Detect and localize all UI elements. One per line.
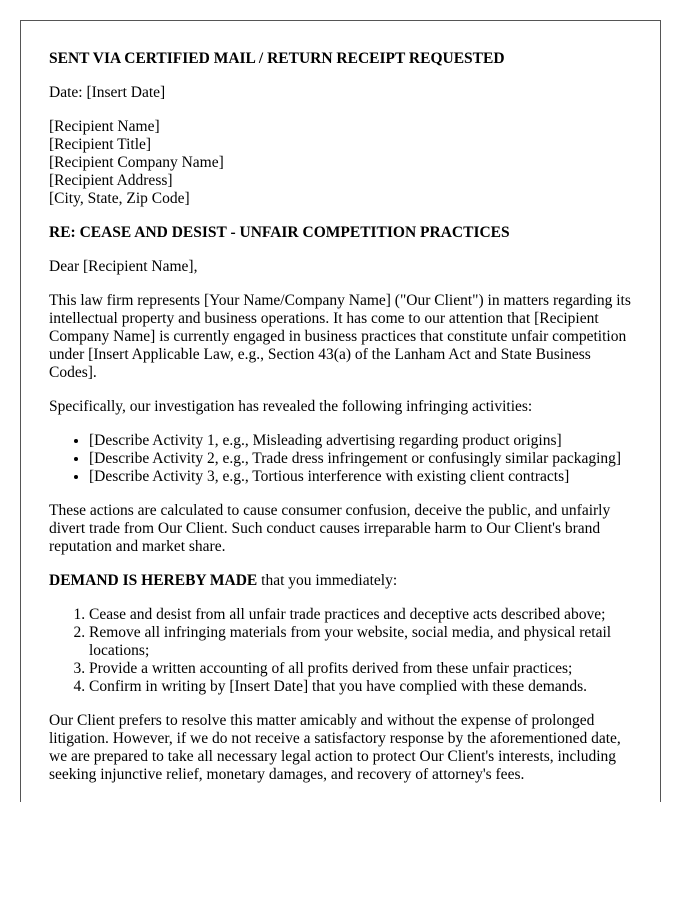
recipient-address-block bbox=[49, 118, 639, 208]
list-item: 2. Remove all infringing materials from your website, social media, and physical retail locations; bbox=[89, 624, 639, 660]
recipient-company: [Recipient Company Name] bbox=[49, 154, 224, 171]
recipient-name: [Recipient Name] bbox=[49, 118, 160, 135]
list-item: • [Describe Activity 2, e.g., Trade dress infringement or confusingly similar packaging] bbox=[89, 450, 639, 468]
list-item: 4. Confirm in writing by [Insert Date] that you have complied with these demands. bbox=[89, 678, 639, 696]
list-item: 3. Provide a written accounting of all profits derived from these unfair practices; bbox=[89, 660, 639, 678]
list-item: • [Describe Activity 1, e.g., Misleading advertising regarding product origins] bbox=[89, 432, 639, 450]
recipient-title: [Recipient Title] bbox=[49, 136, 152, 153]
letter-content bbox=[49, 50, 639, 800]
subject-line: RE: CEASE AND DESIST - UNFAIR COMPETITION PRACTICES bbox=[49, 224, 510, 241]
recipient-city-state-zip: [City, State, Zip Code] bbox=[49, 190, 190, 207]
list-item: 1. Cease and desist from all unfair trade practices and deceptive acts described above; bbox=[89, 606, 639, 624]
closing-paragraph: Our Client prefers to resolve this matter amicably and without the expense of prolonged litigation. However, if we do not receive a satisfactory response by the aforementioned date, we are prepared to take all necessary legal action to protect Our Client's interests, including seeking injunctive relief, monetary damages, and recovery of attorney's fees. bbox=[49, 712, 621, 783]
activities-list bbox=[49, 432, 639, 486]
letter-page bbox=[20, 20, 661, 802]
recipient-address: [Recipient Address] bbox=[49, 172, 173, 189]
activities-intro: Specifically, our investigation has revealed the following infringing activities: bbox=[49, 398, 533, 415]
intro-paragraph: This law firm represents [Your Name/Company Name] ("Our Client") in matters regarding its intellectual property and business operations. It has come to our attention that [Recipient Company Name] is currently engaged in business practices that constitute unfair competition under [Insert Applicable Law, e.g., Section 43(a) of the Lanham Act and State Business Codes]. bbox=[49, 292, 631, 381]
date-line: Date: [Insert Date] bbox=[49, 84, 166, 101]
demand-intro bbox=[49, 572, 639, 590]
mailing-notice: SENT VIA CERTIFIED MAIL / RETURN RECEIPT REQUESTED bbox=[49, 50, 505, 67]
demand-rest-text: that you immediately: bbox=[257, 572, 398, 589]
demand-bold-text: DEMAND IS HEREBY MADE bbox=[49, 572, 258, 589]
demands-list bbox=[49, 606, 639, 696]
harm-paragraph: These actions are calculated to cause consumer confusion, deceive the public, and unfairly divert trade from Our Client. Such conduct causes irreparable harm to Our Client's brand reputation and market share. bbox=[49, 502, 611, 555]
list-item: • [Describe Activity 3, e.g., Tortious interference with existing client contracts] bbox=[89, 468, 639, 486]
salutation: Dear [Recipient Name], bbox=[49, 258, 198, 275]
